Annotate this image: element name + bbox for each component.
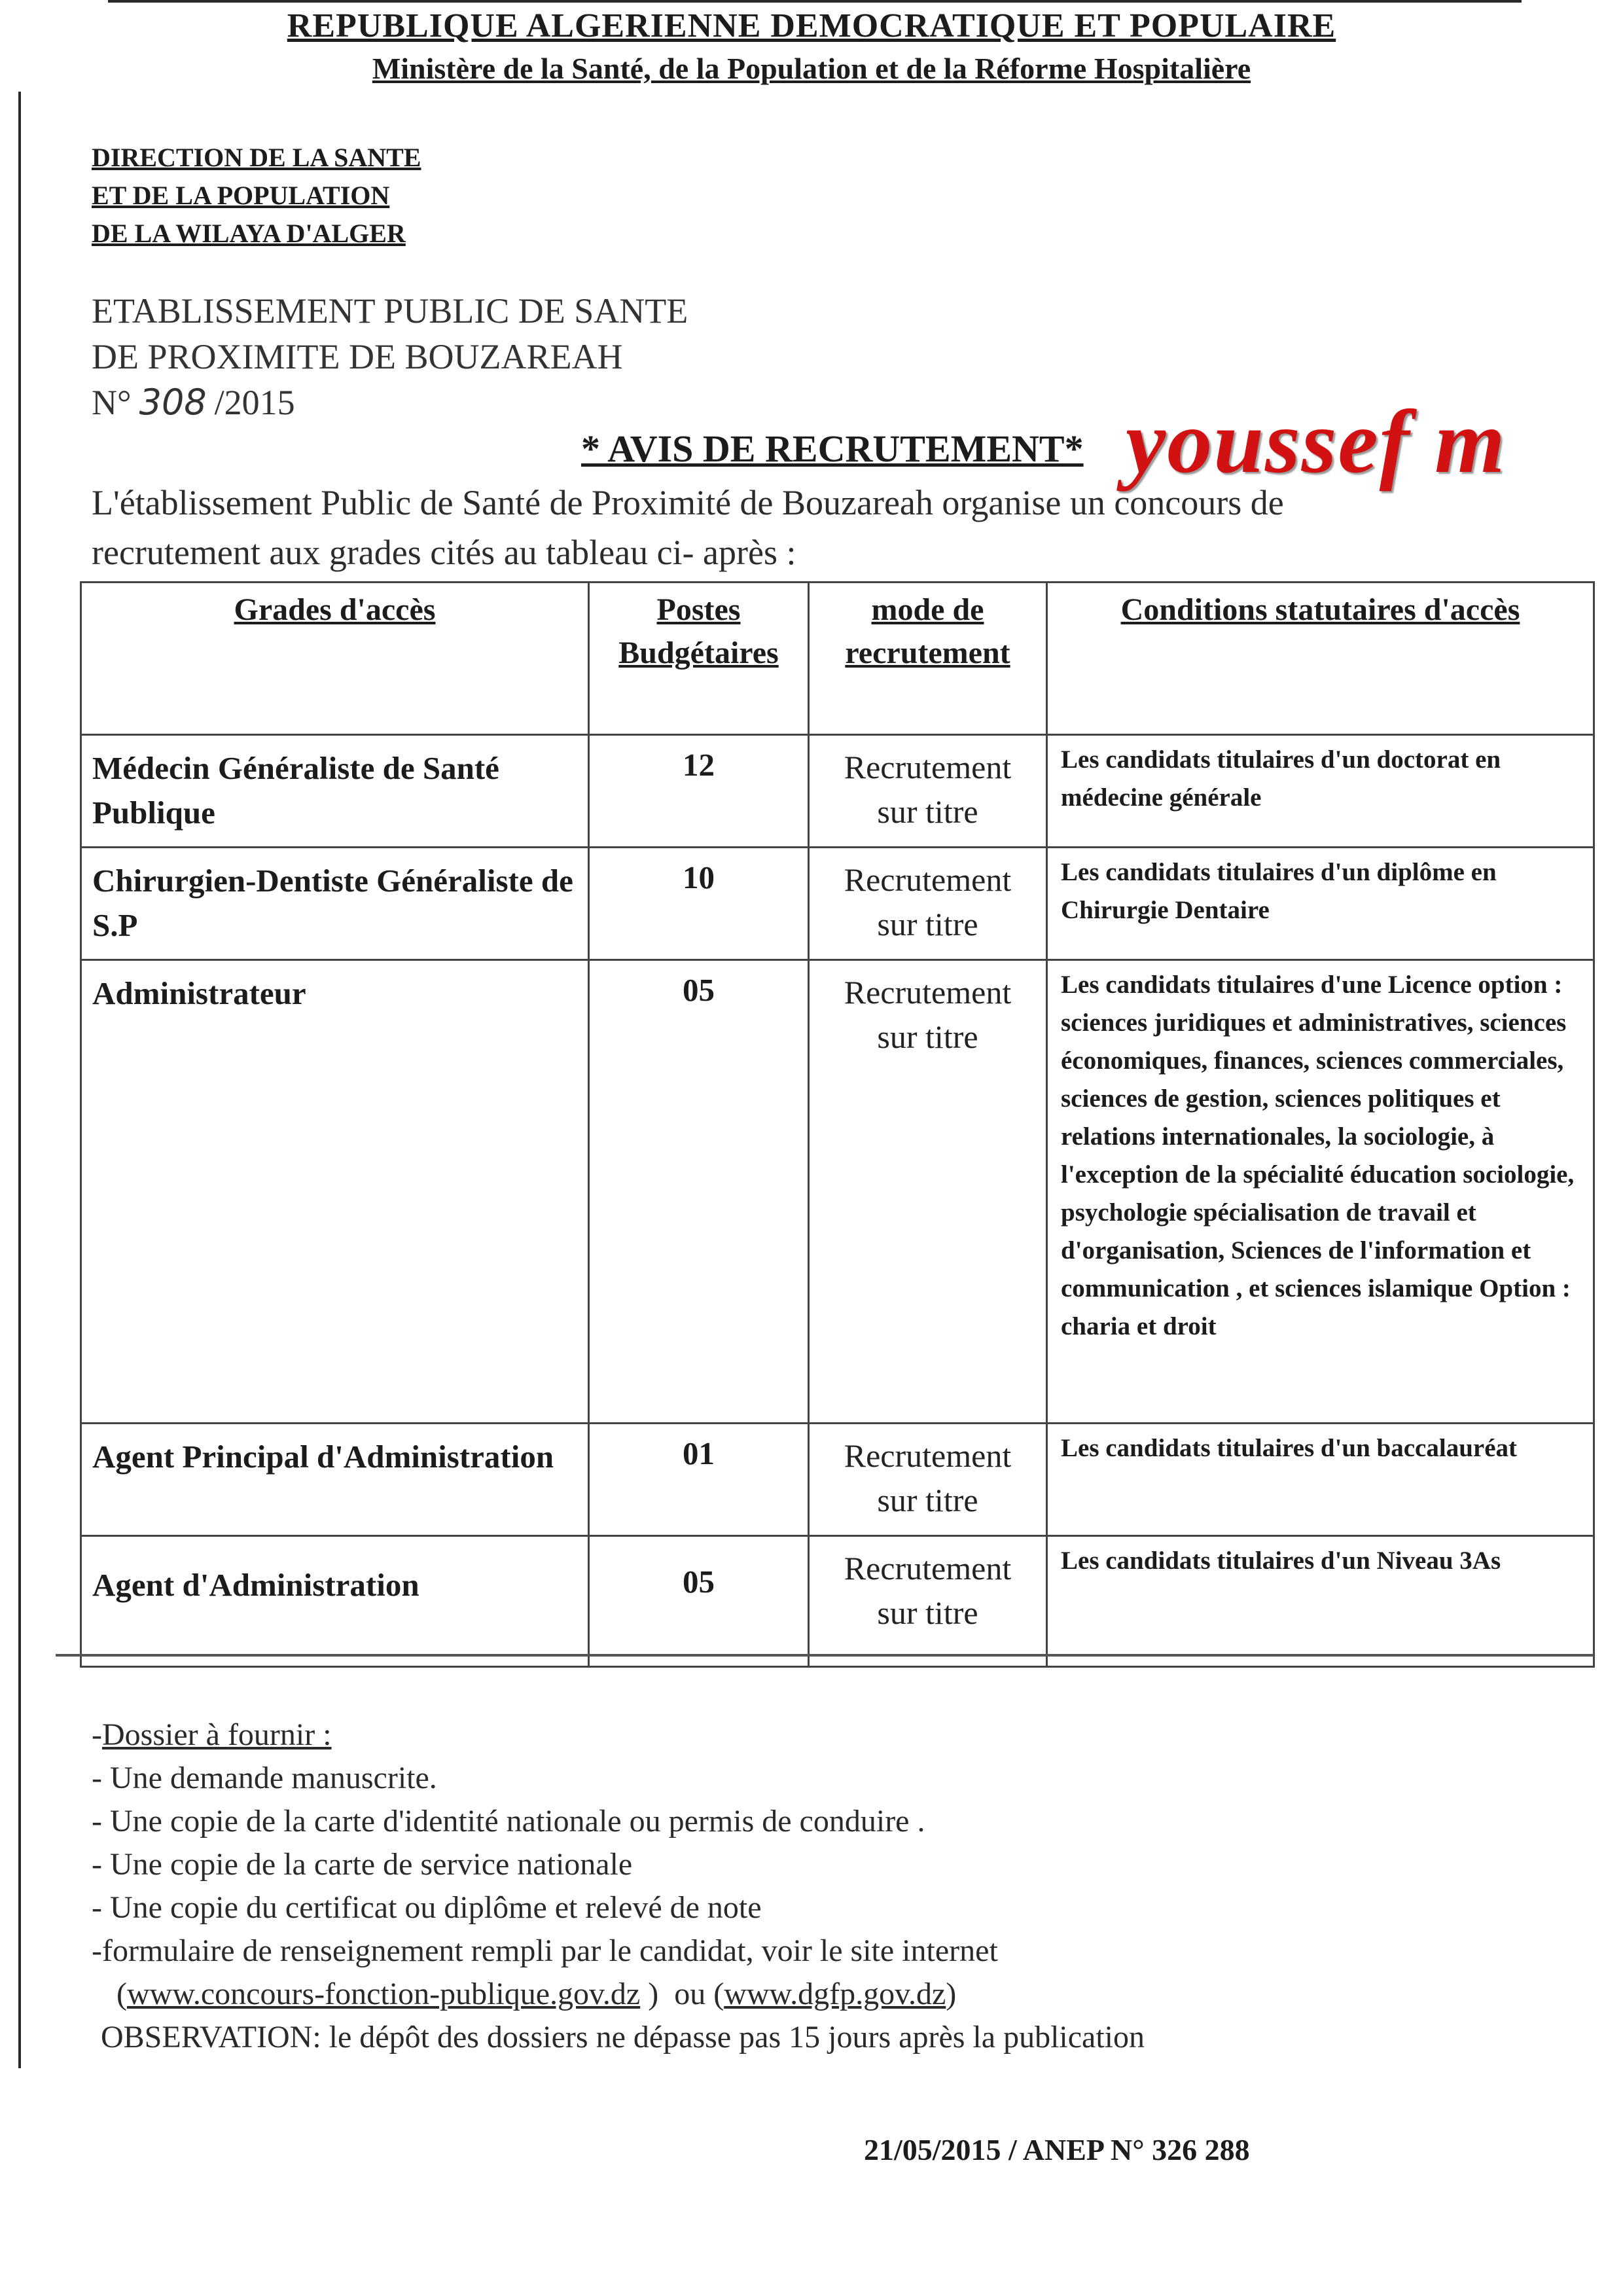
direction-line: ET DE LA POPULATION <box>92 181 390 210</box>
establishment-block <box>92 288 688 425</box>
dossier-section <box>92 1713 1145 2059</box>
cell-mode: Recrutement sur titre <box>809 848 1047 960</box>
dossier-urls: (www.concours-fonction-publique.gov.dz ) ou (www.dgfp.gov.dz) <box>116 1977 957 2011</box>
cell-postes: 05 <box>589 1536 809 1667</box>
table-header-row <box>81 583 1594 735</box>
direction-line: DIRECTION DE LA SANTE <box>92 143 421 172</box>
cell-grade: Agent Principal d'Administration <box>81 1424 589 1536</box>
cell-conditions: Les candidats titulaires d'un baccalauréat <box>1047 1424 1594 1536</box>
dossier-item: - Une demande manuscrite. <box>92 1761 437 1795</box>
recruitment-table <box>80 581 1595 1668</box>
cell-mode: Recrutement sur titre <box>809 1536 1047 1667</box>
dossier-item: - Une copie de la carte d'identité nationale ou permis de conduire . <box>92 1804 925 1839</box>
link-concours[interactable]: www.concours-fonction-publique.gov.dz <box>126 1977 641 2011</box>
cell-postes: 10 <box>589 848 809 960</box>
cell-conditions: Les candidats titulaires d'un Niveau 3As <box>1047 1536 1594 1667</box>
top-border-line <box>108 0 1522 3</box>
direction-line: DE LA WILAYA D'ALGER <box>92 219 406 248</box>
table-bottom-line <box>56 1654 1594 1657</box>
cell-grade: Administrateur <box>81 960 589 1424</box>
cell-grade: Agent d'Administration <box>81 1536 589 1667</box>
cell-conditions: Les candidats titulaires d'un diplôme en Chirurgie Dentaire <box>1047 848 1594 960</box>
cell-mode: Recrutement sur titre <box>809 960 1047 1424</box>
reference-handwritten-number: 308 <box>139 382 207 423</box>
dossier-title: -Dossier à fournir : <box>92 1717 332 1752</box>
establishment-line: DE PROXIMITE DE BOUZAREAH <box>92 337 623 376</box>
cell-conditions: Les candidats titulaires d'une Licence option : sciences juridiques et administratives, sciences économiques, finances, sciences commerciales, sciences de gestion, sciences politiques et relations internationales, la sociologie, à l'exception de la spécialité éducation sociologie, psychologie spécialisation de travail et d'organisation, Sciences de l'information et communication , et sciences islamique Option : charia et droit <box>1047 960 1594 1424</box>
cell-conditions: Les candidats titulaires d'un doctorat en médecine générale <box>1047 735 1594 848</box>
cell-grade: Chirurgien-Dentiste Généraliste de S.P <box>81 848 589 960</box>
cell-postes: 01 <box>589 1424 809 1536</box>
link-dgfp[interactable]: www.dgfp.gov.dz <box>724 1977 946 2011</box>
cell-grade: Médecin Généraliste de Santé Publique <box>81 735 589 848</box>
republic-header: REPUBLIQUE ALGERIENNE DEMOCRATIQUE ET POPULAIRE <box>287 7 1336 45</box>
dossier-item: -formulaire de renseignement rempli par le candidat, voir le site internet <box>92 1933 998 1968</box>
establishment-line: ETABLISSEMENT PUBLIC DE SANTE <box>92 291 688 331</box>
ministry-header: Ministère de la Santé, de la Population et de la Réforme Hospitalière <box>372 52 1251 85</box>
cell-mode: Recrutement sur titre <box>809 735 1047 848</box>
intro-paragraph <box>92 478 1584 577</box>
cell-postes: 05 <box>589 960 809 1424</box>
table-row <box>81 960 1594 1424</box>
dossier-item: - Une copie du certificat ou diplôme et relevé de note <box>92 1890 762 1925</box>
intro-line: recrutement aux grades cités au tableau ci- après : <box>92 533 796 572</box>
cell-mode: Recrutement sur titre <box>809 1424 1047 1536</box>
table-row <box>81 1424 1594 1536</box>
header-mode: mode de recrutement <box>809 583 1047 735</box>
notice-title: * AVIS DE RECRUTEMENT* <box>581 427 1084 470</box>
observation: OBSERVATION: le dépôt des dossiers ne dépasse pas 15 jours après la publication <box>101 2020 1145 2054</box>
cell-postes: 12 <box>589 735 809 848</box>
header-conditions: Conditions statutaires d'accès <box>1047 583 1594 735</box>
header-grade: Grades d'accès <box>81 583 589 735</box>
table-row <box>81 1536 1594 1667</box>
dossier-item: - Une copie de la carte de service nationale <box>92 1847 633 1882</box>
header-postes: Postes Budgétaires <box>589 583 809 735</box>
reference-number <box>92 380 688 425</box>
left-border-line <box>18 92 21 2068</box>
intro-line: L'établissement Public de Santé de Proximité de Bouzareah organise un concours de <box>92 483 1284 522</box>
watermark-signature: youssef m <box>1126 391 1507 492</box>
reference-prefix: N° <box>92 383 132 422</box>
publication-footer: 21/05/2015 / ANEP N° 326 288 <box>864 2133 1250 2166</box>
reference-year: /2015 <box>214 383 295 422</box>
table-row <box>81 735 1594 848</box>
direction-block <box>92 139 421 253</box>
table-row <box>81 848 1594 960</box>
